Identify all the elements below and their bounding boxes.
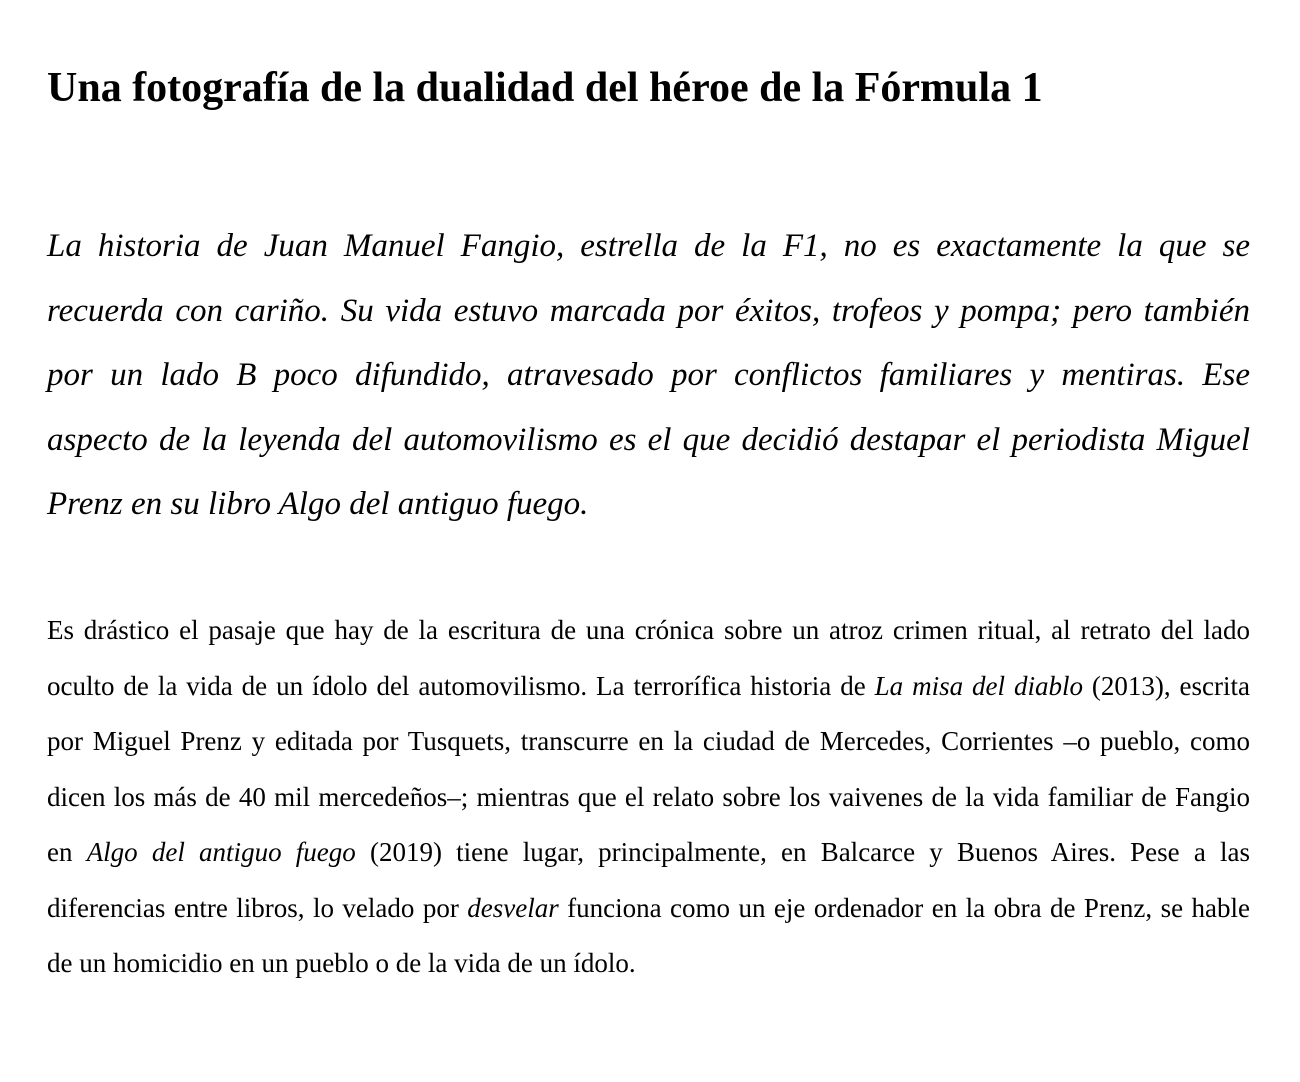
book-title-misa-del-diablo: La misa del diablo (874, 670, 1083, 701)
book-title-algo-del-antiguo-fuego: Algo del antiguo fuego (86, 837, 356, 867)
body-text-segment: (2019) tiene lugar, principalmente, en Balcarce y Buenos Aires. Pese a las diferencias entre libros, lo velado por (47, 837, 1251, 923)
body-text-segment: (2013), escrita por Miguel Prenz y editada por Tusquets, transcurre en la ciudad de Mercedes, Corrientes –o pueblo, como dicen los más de 40 mil mercedeños–; mientras que el relato sobre los vaivenes de la vida familiar de Fangio en (47, 670, 1250, 867)
emphasis-desvelar: desvelar (467, 892, 559, 923)
body-text-segment: funciona como un eje ordenador en la obra de Prenz, se hable de un homicidio en un pueblo o de la vida de un ídolo. (47, 892, 1250, 978)
body-text-segment: Es drástico el pasaje que hay de la escritura de una crónica sobre un atroz crimen ritual, al retrato del lado oculto de la vida de un ídolo del automovilismo. La terrorífica historia de (47, 615, 1250, 701)
article-lead: La historia de Juan Manuel Fangio, estrella de la F1, no es exactamente la que se recuerda con cariño. Su vida estuvo marcada por éxitos, trofeos y pompa; pero también por un lado B poco difundido, atravesado por conflictos familiares y mentiras. Ese aspecto de la leyenda del automovilismo es el que decidió destapar el periodista Miguel Prenz en su libro Algo del antiguo fuego. (47, 228, 1250, 522)
article-title: Una fotografía de la dualidad del héroe de la Fórmula 1 (47, 65, 1043, 111)
article-body-paragraph (47, 603, 1250, 992)
